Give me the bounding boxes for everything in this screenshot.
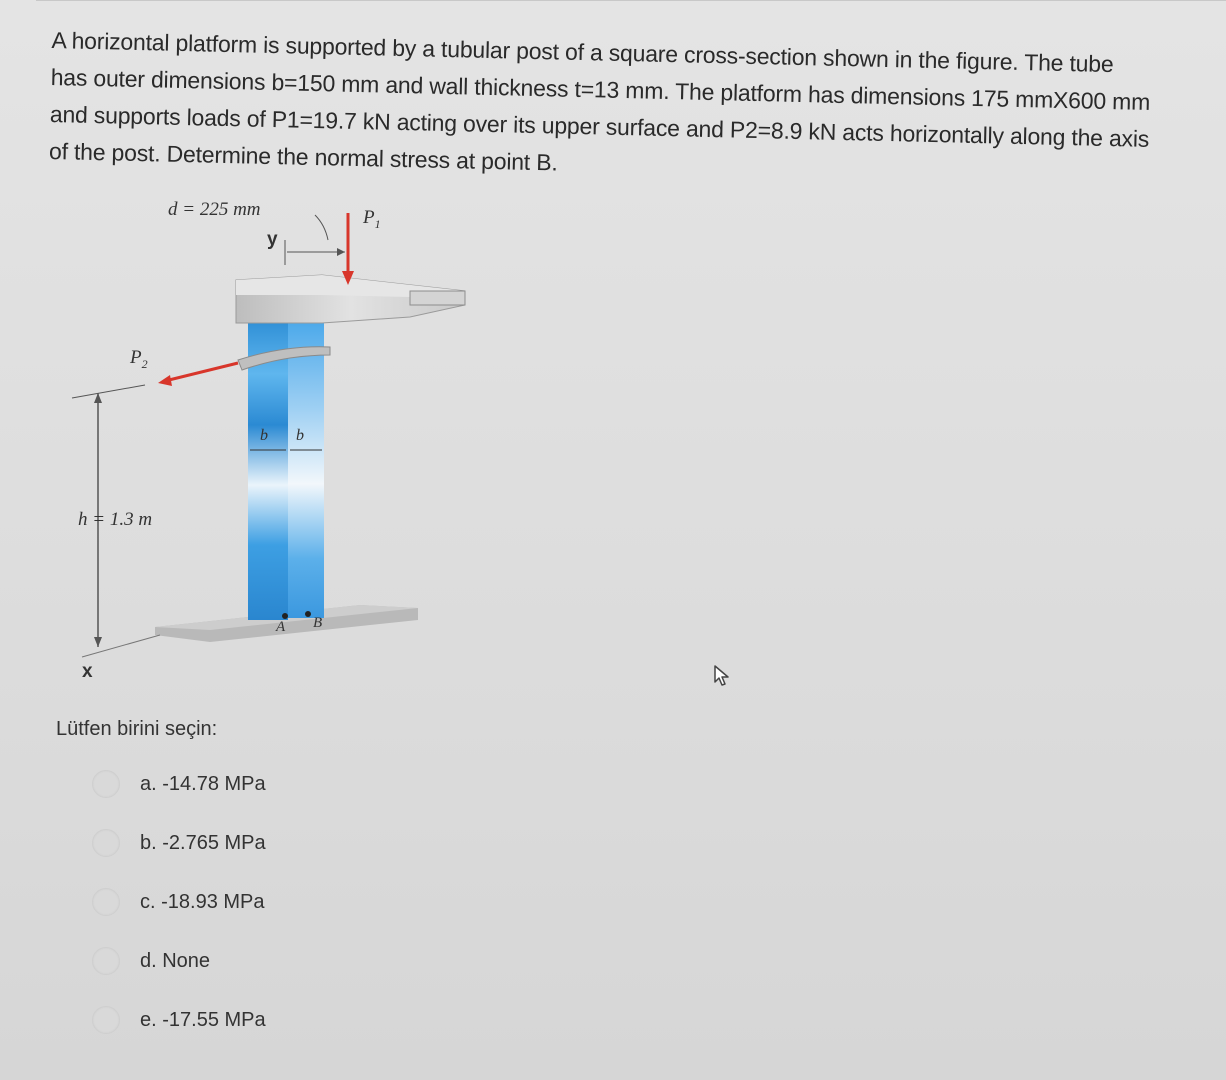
post-side-face [288,320,324,618]
radio-button[interactable] [92,888,120,916]
point-a-label: A [276,619,286,635]
x-axis-label: x [82,661,93,682]
d-dimension-label: d = 225 mm [168,199,261,220]
top-divider [36,0,1226,7]
option-c[interactable] [92,882,392,922]
question-text: A horizontal platform is supported by a tubular post of a square cross-section shown in the figure. The tube has outer dimensions b=150 mm and wall thickness t=13 mm. The platform has dimensions 175 mmX600 mm and supports loads of P1=19.7 kN acting over its upper surface and P2=8.9 kN acts horizontally along the axis of the post. Determine the normal stress at point B. [48,26,1151,176]
p2-arrow [165,363,238,381]
point-b-marker [305,611,311,617]
p1-label: $P_1$ [363,207,381,231]
radio-button[interactable] [92,1006,120,1034]
option-label: d. None [140,949,211,972]
point-b-label: B [313,615,323,631]
h-dimension-label: h = 1.3 m [78,509,153,530]
radio-button[interactable] [92,770,120,798]
option-b[interactable] [92,823,392,863]
mouse-pointer-icon [713,664,731,688]
option-label: a. -14.78 MPa [140,772,266,795]
p2-label: $P_2$ [130,347,148,371]
option-d[interactable] [92,941,392,981]
option-label: c. -18.93 MPa [140,890,265,913]
option-label: b. -2.765 MPa [140,831,266,854]
platform-post-diagram [60,195,480,695]
problem-figure [60,195,480,695]
option-label: e. -17.55 MPa [140,1008,266,1031]
b-left-label: b [260,427,268,444]
radio-button[interactable] [92,947,120,975]
choose-one-prompt: Lütfen birini seçin: [56,718,218,740]
b-right-label: b [296,427,304,444]
option-a[interactable] [92,764,392,804]
radio-button[interactable] [92,829,120,857]
option-e[interactable] [92,1000,392,1040]
y-axis-label: y [267,229,278,250]
